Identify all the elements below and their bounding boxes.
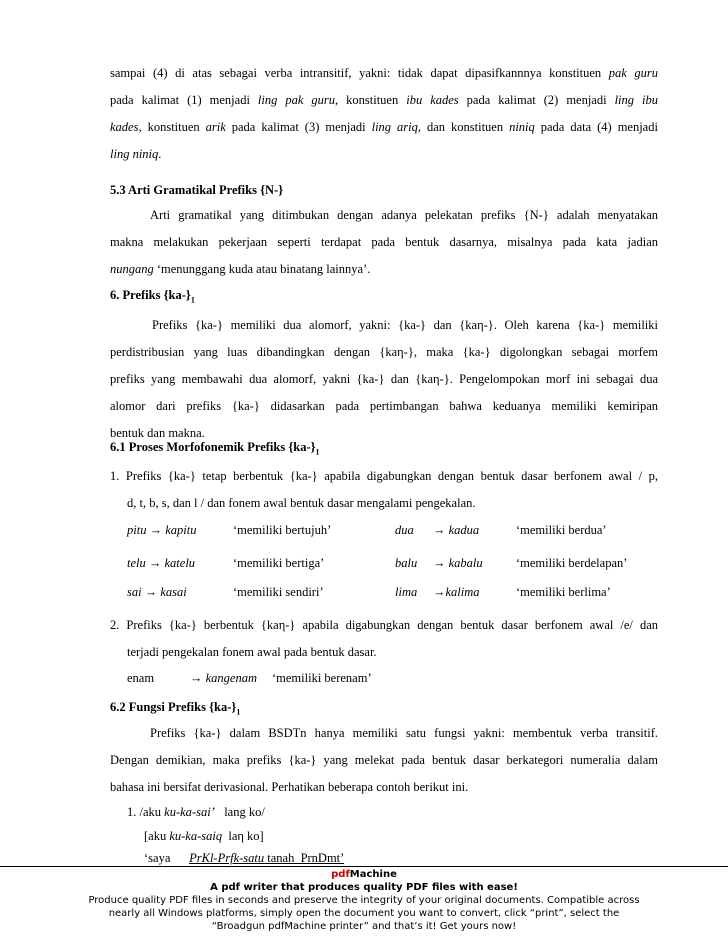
- example-gloss: ‘memiliki berdua’: [516, 523, 607, 537]
- example-derived: → kabalu: [433, 556, 483, 570]
- banner-text-line-3: “Broadgun pdfMachine printer” and that’s it! Get yours now!: [211, 921, 517, 932]
- banner-text-line-1: Produce quality PDF files in seconds and preserve the integrity of your original documents. Compatible across: [88, 895, 640, 906]
- example-gloss: ‘memiliki bertujuh’: [233, 523, 332, 537]
- example-word: telu → katelu: [127, 556, 196, 570]
- p53-line-2: makna melakukan pekerjaan seperti terdapat pada bentuk dasarnya, misalnya pada kata jadian: [110, 235, 658, 249]
- intro-paragraph: [110, 60, 658, 168]
- rule-1: [110, 463, 658, 517]
- p62-line-3: bahasa ini bersifat derivasional. Perhatikan beberapa contoh berikut ini.: [110, 780, 469, 794]
- heading-5-3: 5.3 Arti Gramatikal Prefiks {N-}: [110, 183, 284, 197]
- rule1-line-2: d, t, b, s, dan l / dan fonem awal bentuk dasar mengalami pengekalan.: [127, 496, 476, 510]
- example-gloss: ‘memiliki bertiga’: [233, 556, 325, 570]
- example-derived: → kangenam: [190, 671, 257, 685]
- example-derived: → kadua: [433, 523, 480, 537]
- banner-tagline: A pdf writer that produces quality PDF files with ease!: [210, 882, 518, 893]
- example-gloss: ‘memiliki berlima’: [516, 585, 611, 599]
- example-gloss: ‘memiliki berdelapan’: [516, 556, 628, 570]
- intro-line-1: sampai (4) di atas sebagai verba intransitif, yakni: tidak dapat dipasifkannnya konstituen pak guru: [110, 66, 658, 80]
- example-sentence-line-2: [aku ku-ka-saiq laη ko]: [144, 829, 264, 843]
- banner-text-line-2: nearly all Windows platforms, simply open the document you want to convert, click “print”, select the: [108, 908, 620, 919]
- pdfmachine-banner: [0, 866, 728, 943]
- heading-6-1: 6.1 Proses Morfofonemik Prefiks $\{ka-\}_1$: [110, 440, 320, 457]
- example-word: pitu → kapitu: [127, 523, 197, 537]
- paragraph-6-2: [110, 720, 658, 801]
- example-word: lima: [395, 585, 418, 599]
- p62-line-2: Dengan demikian, maka prefiks {ka-} yang melekat pada bentuk dasar berkategori numeralia dalam: [110, 753, 658, 767]
- p6-line-5: bentuk dan makna.: [110, 426, 205, 440]
- paragraph-6: [110, 312, 658, 447]
- example-word: enam: [127, 671, 155, 685]
- rule1-line-1: 1. Prefiks {ka-} tetap berbentuk {ka-} apabila digabungkan dengan bentuk dasar berfonem awal / p,: [110, 469, 658, 483]
- p6-line-3: prefiks yang membawahi dua alomorf, yakni {ka-} dan {kaη-}. Pengelompokan morf ini sebagai dua: [110, 372, 658, 386]
- p6-line-1: Prefiks {ka-} memiliki dua alomorf, yakni: {ka-} dan {kaη-}. Oleh karena {ka-} memiliki: [152, 318, 658, 332]
- p53-line-1: Arti gramatikal yang ditimbukan dengan adanya pelekatan prefiks {N-} adalah menyatakan: [150, 208, 658, 222]
- p62-line-1: Prefiks {ka-} dalam BSDTn hanya memiliki satu fungsi yakni: membentuk verba transitif.: [150, 726, 658, 740]
- example-word: sai → kasai: [127, 585, 187, 599]
- paragraph-5-3: [110, 202, 658, 283]
- p6-line-2: perdistribusian yang luas dibandingkan dengan {kaη-}, maka {ka-} digolongkan sebagai morfem: [110, 345, 658, 359]
- brand-logo: pdfMachine: [331, 869, 397, 880]
- rule2-line-1: 2. Prefiks {ka-} berbentuk {kaη-} apabila digabungkan dengan bentuk dasar berfonem awal /e/ dan: [110, 618, 658, 632]
- p6-line-4: alomor dari prefiks {ka-} didasarkan pada pertimbangan bahwa keduanya memiliki kemiripan: [110, 399, 658, 413]
- rule2-line-2: terjadi pengekalan fonem awal pada bentuk dasar.: [127, 645, 377, 659]
- example-gloss: ‘memiliki sendiri’: [233, 585, 324, 599]
- example-word: dua: [395, 523, 414, 537]
- example-sentence-line-3: ‘saya PrKl-Prfk-satu tanah PrnDmt’: [144, 851, 345, 865]
- example-word: balu: [395, 556, 418, 570]
- heading-6-2: 6.2 Fungsi Prefiks $\{ka-\}_1$: [110, 700, 241, 717]
- rule-2: [110, 612, 658, 666]
- intro-line-4: ling niniq.: [110, 147, 162, 161]
- heading-6: 6. Prefiks $\{ka-\}_1$: [110, 288, 195, 305]
- p53-line-3: nungang ‘menunggang kuda atau binatang lainnya’.: [110, 262, 371, 276]
- intro-line-3: kades, konstituen arik pada kalimat (3) menjadi ling ariq, dan konstituen niniq pada data (4) menjadi: [110, 120, 658, 134]
- example-gloss: ‘memiliki berenam’: [272, 671, 372, 685]
- example-sentence-line-1: 1. /aku ku-ka-sai’ lang ko/: [127, 805, 265, 819]
- intro-line-2: pada kalimat (1) menjadi ling pak guru, konstituen ibu kades pada kalimat (2) menjadi ling ibu: [110, 93, 658, 107]
- example-derived: →kalima: [433, 585, 480, 599]
